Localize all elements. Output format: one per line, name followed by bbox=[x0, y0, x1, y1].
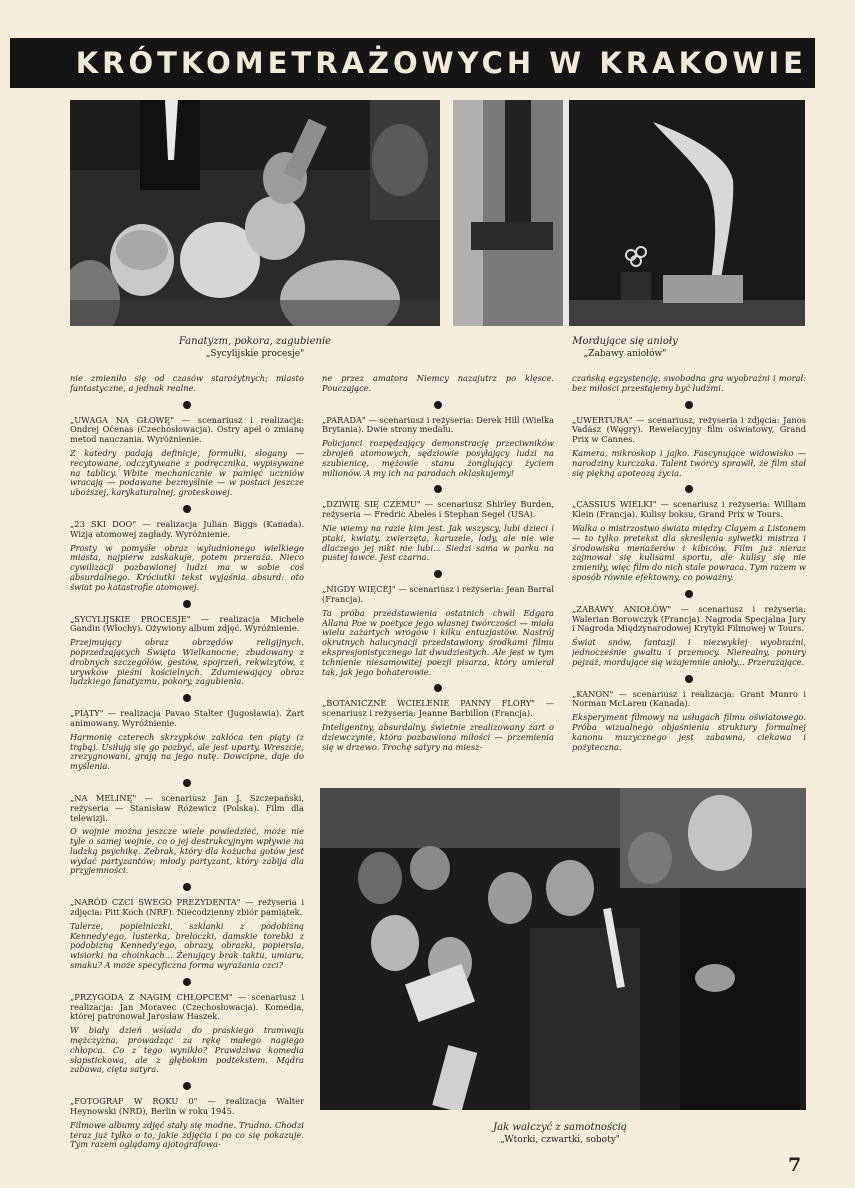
review-text: Świat snów, fantazji i niezwykłej wyobraźni, jednocześnie gwałtu i przemocy. Nierealny, ponury pejzaż, mordujące się wzajemnie anioły... Przerażające. bbox=[572, 637, 806, 667]
film-entry-heading: „FOTOGRAF W ROKU 0" — realizacja Walter Heynowski (NRD), Berlin w roku 1945. bbox=[70, 1096, 304, 1117]
film-entry-heading: „DZIWIĘ SIĘ CZEMU" — scenariusz Shirley Burden, reżyseria — Fredric Abeles i Stephan Segel (USA). bbox=[322, 499, 554, 520]
film-entry-heading: „SYCYLIJSKIE PROCESJE" — realizacja Michele Gandin (Włochy). Ożywiony album zdjęć. Wyróżnienie. bbox=[70, 613, 304, 634]
film-entry-heading: „PIĄTY" — realizacja Pavao Stalter (Jugosławia). Żart animowany. Wyróżnienie. bbox=[70, 708, 304, 728]
review-text: W biały dzień wsiada do praskiego tramwaju mężczyzna, prowadząc za rękę małego nagiego chłopca. Co z tego wynikło? Prawdziwa komedia slapstickowa, ale z głębokim podtekstem. Mądra zabawa, cięta satyra. bbox=[70, 1025, 304, 1075]
caption-sub: „Wtorki, czwartki, soboty" bbox=[500, 1135, 620, 1145]
caption-photo3 bbox=[420, 1122, 700, 1146]
separator-dot bbox=[434, 401, 442, 409]
review-text: nie zmieniło się od czasów starożytnych; miasto fantastyczne, a jednak realne. bbox=[70, 374, 304, 393]
film-entry-heading: „UWAGA NA GŁOWĘ" — scenariusz i realizacja: Ondrej Očenas (Czechosłowacja). Ostry apel o zmianę metod nauczania. Wyróżnienie. bbox=[70, 414, 304, 445]
text-column-2 bbox=[322, 374, 554, 778]
film-entry-heading: „BOTANICZNE WCIELENIE PANNY FLORY" — scenariusz i reżyseria: Jeanne Barbillon (Francja). bbox=[322, 698, 554, 719]
review-text: Policjanci rozpędzający demonstrację przeciwników zbrojeń atomowych, sędziowie posyłający ludzi na szubienicę, mężowie stanu żonglujący życiem milionów. A my ich na paradach oklaskujemy! bbox=[322, 438, 554, 478]
separator-dot bbox=[685, 675, 693, 683]
review-text: Inteligentny, absurdalny, świetnie zrealizowany żart o dziewczynie, która pozbawiona miłości — przemienia się w drzewo. Trochę satyry na miesz- bbox=[322, 721, 554, 752]
caption-photo2 bbox=[500, 336, 750, 360]
caption-sub: „Sycylijskie procesje" bbox=[205, 349, 305, 359]
caption-title: Fanatyzm, pokora, zagubienie bbox=[178, 336, 332, 347]
film-entry-heading: „KANON" — scenariusz i realizacja: Grant Munro i Norman McLaren (Kanada). bbox=[572, 688, 806, 709]
film-entry-heading: „CASSIUS WIELKI" — scenariusz i reżyseria: William Klein (Francja). Kulisy boksu, Grand Prix w Tours. bbox=[572, 499, 806, 520]
review-text: Harmonię czterech skrzypków zakłóca ten piąty (z trąbą). Usiłują się go pozbyć, ale jest uparty. Wreszcie, zrezygnowani, grają na jego nutę. Dowcipne, daje do myślenia. bbox=[70, 731, 304, 772]
separator-dot bbox=[183, 505, 191, 513]
separator-dot bbox=[183, 1082, 191, 1090]
review-text: Eksperyment filmowy na usługach filmu oświatowego. Próba wizualnego objaśnienia struktury formalnej kanonu muzycznego jest zabawna, ciekawa i pożyteczna. bbox=[572, 712, 806, 752]
film-entry-heading: „NA MELINĘ" — scenariusz Jan J. Szczepański, reżyseria — Stanisław Różewicz (Polska). Film dla telewizji. bbox=[70, 792, 304, 823]
separator-dot bbox=[434, 570, 442, 578]
film-entry-heading: „PRZYGODA Z NAGIM CHŁOPCEM" — scenariusz i realizacja: Jan Moravec (Czechosłowacja). Komedia, której patronował Jarosław Haszek. bbox=[70, 991, 304, 1022]
review-text: Filmowe albumy zdjęć stały się modne. Trudno. Chodzi teraz już tylko o to, jakie zdjęcia i po co się pokazuje. Tym razem oglądamy ajotografowa- bbox=[70, 1119, 304, 1150]
review-text: czańską egzystencję, swobodna gra wyobraźni i morał: bez miłości przestajemy być ludźmi. bbox=[572, 374, 806, 393]
text-column-3 bbox=[572, 374, 806, 778]
review-text: Ta próba przedstawienia ostatnich chwil Edgara Allana Poe w poetyce jego własnej twórczości — miała wielu zażartych wrogów i kilku entuzjastów. Nastrój okrutnych halucynacji przedstawiony środkami filmu ekspresjonistycznego lat dwudziestych. Ale jest w tym tchnienie niesamowitej poezji pisarza, który umierał tak, jak jego bohaterowie. bbox=[322, 607, 554, 677]
review-text: ne przez amatora Niemcy nazajutrz po klęsce. Pouczające. bbox=[322, 374, 554, 393]
caption-sub: „Zabawy aniołów" bbox=[583, 349, 667, 359]
separator-dot bbox=[183, 600, 191, 608]
photo-audience bbox=[320, 788, 806, 1110]
text-column-1 bbox=[70, 374, 304, 1154]
separator-dot bbox=[434, 485, 442, 493]
headline-banner: KRÓTKOMETRAŻOWYCH W KRAKOWIE bbox=[10, 38, 815, 88]
separator-dot bbox=[685, 485, 693, 493]
caption-title: Jak walczyć z samotnością bbox=[493, 1122, 627, 1133]
review-text: Przejmujący obraz obrzędów religijnych, poprzedzających Święta Wielkanocne, zbudowany z drobnych szczegółów, gestów, spojrzeń, rekwizytów, z urywków pieśni kościelnych. Zdumiewający obraz ludzkiego fanatyzmu, pokory, zagubienia. bbox=[70, 637, 304, 687]
review-text: Walka o mistrzostwo świata między Clayem a Listonem — to tylko pretekst dla skreślenia sylwetki mistrza i środowiska menażerów i kibiców. Film już nieraz zajmował się kulisami sportu, ale kulisy się nie zmieniły, więc film do nich stale powraca. Tym razem w sposób równie efektowny, co poważny. bbox=[572, 522, 806, 582]
review-text: Kamera, mikroskop i jajko. Fascynujące widowisko — narodziny kurczaka. Talent twórcy sprawił, że film stał się piękną apoteozą życia. bbox=[572, 447, 806, 478]
review-text: Talerze, popielniczki, szklanki z podobizną Kennedy'ego, lusterka, breloczki, damskie torebki z podobizną Kennedy'ego, obrazy, obrazki, popiersia, wisiorki na choinkach... Żenujący brak taktu, umiaru, smaku? A może specyficzna forma wyrażania czci? bbox=[70, 920, 304, 971]
film-entry-heading: „NARÓD CZCI SWEGO PREZYDENTA" — reżyseria i zdjęcia: Pitt Koch (NRF). Niecodzienny zbiór pamiątek. bbox=[70, 897, 304, 918]
film-entry-heading: „UWERTURA" — scenariusz, reżyseria i zdjęcia: Janos Vadász (Węgry). Rewelacyjny film oświatowy, Grand Prix w Cannes. bbox=[572, 414, 806, 445]
separator-dot bbox=[685, 590, 693, 598]
separator-dot bbox=[685, 401, 693, 409]
separator-dot bbox=[183, 883, 191, 891]
page-number: 7 bbox=[788, 1154, 802, 1176]
caption-photo1 bbox=[130, 336, 380, 360]
review-text: Nie wiemy na razie kim jest. Jak wszyscy, lubi dzieci i ptaki, kwiaty, zwierzęta, karuzele, lody, ale nie wie dlaczego jej nikt nie lubi... Siedzi sama w parku na pustej ławce. Jest czarna. bbox=[322, 522, 554, 563]
separator-dot bbox=[183, 978, 191, 986]
separator-dot bbox=[183, 401, 191, 409]
film-entry-heading: „23 SKI DOO" — realizacja Julian Biggs (Kanada). Wizja atomowej zagłady. Wyróżnienie. bbox=[70, 518, 304, 539]
photo-sicilian-processions bbox=[70, 100, 440, 326]
separator-dot bbox=[183, 694, 191, 702]
film-entry-heading: „ZABAWY ANIOŁÓW" — scenariusz i reżyseria: Walerian Borowczyk (Francja). Nagroda Specjalna Jury i Nagroda Międzynarodowej Krytyki Filmowej w Tours. bbox=[572, 603, 806, 634]
film-entry-heading: „PARADA" — scenariusz i reżyseria: Derek Hill (Wielka Brytania). Dwie strony medalu. bbox=[322, 414, 554, 435]
review-text: O wojnie można jeszcze wiele powiedzieć, może nie tyle o samej wojnie, co o jej destrukcyjnym wpływie na ludzką psychikę. Żebrak, który dla kożucha gotów jest wydać partyzantów; młody partyzant, który zabija dla przyjemności. bbox=[70, 826, 304, 876]
separator-dot bbox=[434, 684, 442, 692]
review-text: Z katedry padają definicje, formułki, slogany — recytowane, odczytywane z podręcznika, wypisywane na tablicy. Wbite mechanicznie w pamięć uczniów wracają — podawane bezmyślnie — w postaci jeszcze uboższej, karykaturalnej, groteskowej. bbox=[70, 447, 304, 498]
photo-angels-games bbox=[453, 100, 805, 326]
review-text: Prosty w pomyśle obraz wyludnionego wielkiego miasta, najpierw zaskakuje, potem przeraża. Nieco cywilizacji pozbawionej ludzi ma w sobie coś absurdalnego. Króciutki tekst wyjaśnia absurd: oto świat po katastrofie atomowej. bbox=[70, 542, 304, 592]
film-entry-heading: „NIGDY WIĘCEJ" — scenariusz i reżyseria: Jean Barral (Francja). bbox=[322, 584, 554, 604]
separator-dot bbox=[183, 779, 191, 787]
caption-title: Mordujące się anioły bbox=[572, 336, 678, 347]
